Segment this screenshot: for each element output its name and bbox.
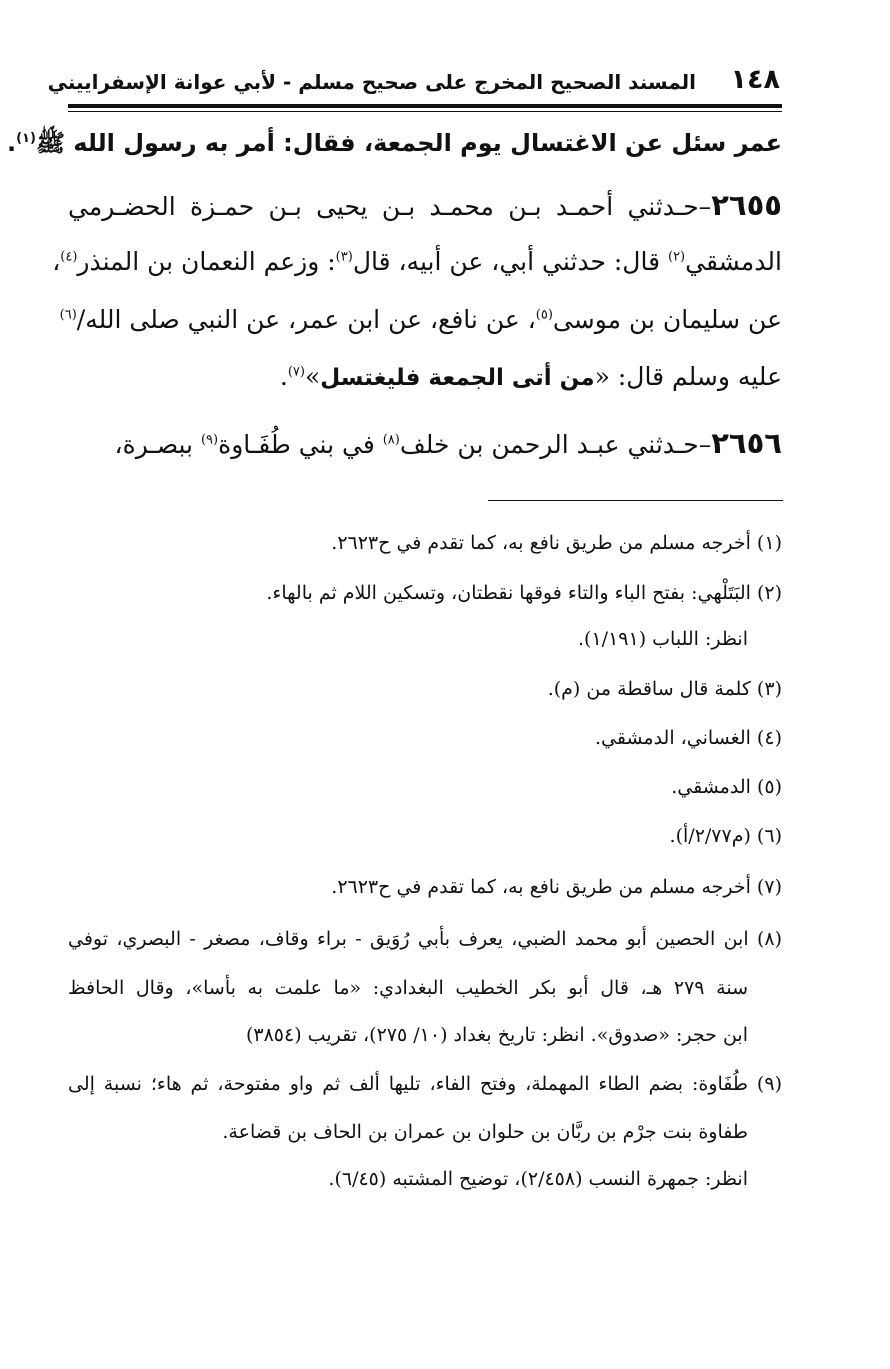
footnote-2: (٢) البَتَلْهي: بفتح الباء والتاء فوقها نقطتان، وتسكين اللام ثم بالهاء. <box>266 582 782 604</box>
footnote-2-continuation: انظر: اللباب (١/١٩١). <box>578 628 748 650</box>
footnote-6: (٦) (م٢/٧٧/أ). <box>669 825 782 847</box>
footnote-8: (٨) ابن الحصين أبو محمد الضبي، يعرف بأبي رُوَيق - براء وقاف، مصغر - البصري، توفي <box>68 928 782 950</box>
footnote-9: (٩) طُفَاوة: بضم الطاء المهملة، وفتح الفاء، تليها ألف ثم واو مفتوحة، ثم هاء؛ نسبة إلى <box>68 1073 782 1095</box>
main-line-1 <box>6 128 782 163</box>
footnote-ref-2: (٢) <box>667 249 686 265</box>
main-line-1-end: . <box>6 129 17 157</box>
hadith-2655-text-1: –حـدثني أحمـد بـن محمـد بـن يحيى بـن حمـزة الحضـرمي <box>68 192 712 221</box>
text-segment: ببصـرة، <box>114 430 201 459</box>
text-segment: . <box>279 362 288 391</box>
text-segment: ، <box>52 247 61 276</box>
footnote-ref-5: (٥) <box>535 307 553 323</box>
footnote-ref-4: (٤) <box>60 249 78 265</box>
footnote-9-line-2: طفاوة بنت جرْم بن ربَّان بن حلوان بن عمران بن الحاف بن قضاعة. <box>222 1121 748 1143</box>
main-line-1-text: عمر سئل عن الاغتسال يوم الجمعة، فقال: أمر به رسول الله ﷺ <box>35 129 782 157</box>
running-title: المسند الصحيح المخرج على صحيح مسلم - لأبي عوانة الإسفراييني <box>47 70 696 94</box>
footnote-8-line-2: سنة ٢٧٩ هـ، قال أبو بكر الخطيب البغدادي: «ما علمت به بأسا»، وقال الحافظ <box>68 977 748 999</box>
footnote-divider <box>488 500 783 501</box>
text-segment: ، عن نافع، عن ابن عمر، عن النبي صلى الله/ <box>76 305 536 334</box>
text-segment: –حـدثني عبـد الرحمن بن خلف <box>399 430 712 459</box>
header-rule-thick <box>68 104 782 108</box>
prophetic-quote: من أتى الجمعة فليغتسل <box>320 365 595 391</box>
footnote-5: (٥) الدمشقي. <box>671 776 782 798</box>
footnote-ref-8: (٨) <box>382 432 400 448</box>
header-rule-thin <box>68 111 782 112</box>
hadith-2655-line-3 <box>59 305 782 334</box>
text-segment: : وزعم النعمان بن المنذر <box>77 247 336 276</box>
footnote-7: (٧) أخرجه مسلم من طريق نافع به، كما تقدم في ح٢٦٢٣. <box>331 876 782 898</box>
footnote-8-line-3: ابن حجر: «صدوق». انظر: تاريخ بغداد (١٠/ ٢٧٥)، تقريب (٣٨٥٤) <box>245 1024 748 1046</box>
footnote-ref-9: (٩) <box>200 432 219 448</box>
hadith-2655-line-2 <box>52 247 782 276</box>
text-segment: » <box>304 362 321 391</box>
hadith-number-2655: ٢٦٥٥ <box>711 188 782 222</box>
text-segment: الدمشقي <box>685 247 782 276</box>
page-number: ١٤٨ <box>730 64 780 95</box>
footnote-3: (٣) كلمة قال ساقطة من (م). <box>547 678 782 700</box>
text-segment: عن سليمان بن موسى <box>552 305 782 334</box>
footnote-1: (١) أخرجه مسلم من طريق نافع به، كما تقدم في ح٢٦٢٣. <box>331 532 782 554</box>
footnote-4: (٤) الغساني، الدمشقي. <box>594 727 782 749</box>
text-segment: عليه وسلم قال: « <box>594 362 782 391</box>
text-segment: في بني طُفَـاوة <box>218 430 383 459</box>
hadith-number-2656: ٢٦٥٦ <box>711 426 782 460</box>
footnote-9-line-3: انظر: جمهرة النسب (٢/٤٥٨)، توضيح المشتبه (٦/٤٥). <box>328 1168 748 1190</box>
hadith-2656-line-1 <box>68 426 782 460</box>
hadith-2655-line-4 <box>68 362 782 391</box>
footnote-ref-1: (١) <box>16 131 36 146</box>
text-segment: قال: حدثني أبي، عن أبيه، قال <box>352 247 668 276</box>
footnote-ref-6: (٦) <box>59 307 77 323</box>
footnote-ref-3: (٣) <box>335 249 353 265</box>
hadith-2655-line-1 <box>68 188 782 222</box>
footnote-ref-7: (٧) <box>287 364 305 380</box>
page-header <box>47 62 780 102</box>
